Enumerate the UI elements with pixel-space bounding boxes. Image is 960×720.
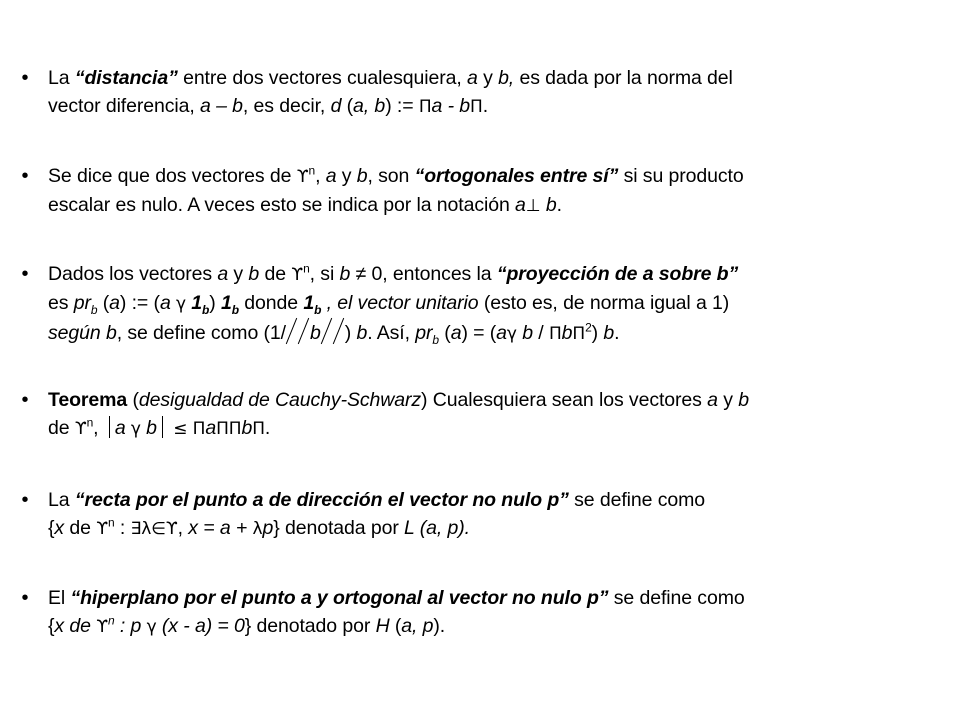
p3-t41: a	[496, 322, 507, 344]
p1-t10: , es decir,	[242, 95, 331, 117]
p2-t7: b	[356, 165, 368, 187]
p2-t1: Se dice que dos vectores de	[48, 165, 297, 187]
p6-rn-symbol: ϒ	[96, 617, 108, 637]
p4-t19: b	[241, 417, 253, 439]
p1-t6: b,	[498, 67, 515, 89]
p3-slash-right-1	[321, 318, 333, 344]
bullet-3: •	[21, 263, 29, 285]
paragraph-proyeccion	[48, 260, 908, 348]
p3-t40: ) = (	[461, 322, 497, 344]
p3-t47: Π	[572, 324, 586, 344]
p6-t14: a, p	[401, 615, 434, 637]
p1-t16: a - b	[431, 95, 471, 117]
p3-t24: b	[231, 302, 239, 317]
p5-t1: La	[48, 489, 75, 511]
p3-t29: (esto es, de norma igual a 1)	[478, 292, 730, 314]
p5-rn-symbol: ϒ	[96, 519, 108, 539]
p3-t1: Dados los vectores	[48, 263, 218, 285]
p3-t34: b	[356, 322, 368, 344]
p3-t2: a	[217, 263, 229, 285]
p4-t7: b	[738, 389, 749, 411]
p5-t13: λ	[252, 519, 263, 539]
p3-t8: , si	[309, 263, 340, 285]
bullet-6: •	[21, 587, 29, 609]
p2-perp-symbol: ⊥	[525, 196, 541, 216]
p3-t16: a	[109, 292, 120, 314]
p6-t15: ).	[433, 615, 446, 637]
p4-t4: ) Cualesquiera sean los vectores	[421, 389, 708, 411]
p3-t28: , el vector unitario	[321, 292, 479, 314]
p6-t1: El	[48, 587, 71, 609]
p2-t5: a	[325, 165, 337, 187]
p2-t14: b	[540, 194, 557, 216]
p4-t16: Π	[192, 419, 206, 439]
p2-term-ortogonales: “ortogonales entre sí”	[414, 165, 619, 187]
p6-t10: (x - a) = 0	[156, 615, 245, 637]
p1-t13: a, b	[353, 95, 386, 117]
p2-t4: ,	[315, 165, 326, 187]
p3-t39: a	[450, 322, 462, 344]
p5-t11: ,	[177, 517, 189, 539]
p3-t37: b	[432, 332, 439, 347]
p5-t14: p	[262, 517, 274, 539]
p1-t4: a	[467, 67, 478, 89]
p6-t5: x de	[54, 615, 97, 637]
p1-t3: entre dos vectores cualesquiera,	[177, 67, 468, 89]
bullet-4: •	[21, 389, 29, 411]
p3-t43: b	[516, 322, 533, 344]
p4-abs-open	[109, 416, 110, 438]
p3-t5: de	[259, 263, 292, 285]
p3-rn-symbol: ϒ	[291, 265, 304, 285]
p4-t8: de	[48, 417, 75, 439]
paragraph-distancia	[48, 64, 908, 121]
p6-term-hiperplano: “hiperplano por el punto a y ortogonal al vector no nulo p”	[70, 587, 609, 609]
paragraph-hiperplano	[48, 584, 908, 641]
p3-t51: .	[614, 322, 620, 344]
p1-t9: a – b	[200, 95, 243, 117]
p3-t21: b	[202, 302, 210, 317]
p4-t5: a	[707, 389, 718, 411]
p4-t6: y	[717, 389, 739, 411]
p3-t48: 2	[585, 320, 592, 335]
p3-t36: pr	[415, 322, 433, 344]
p3-t32: b	[309, 322, 321, 344]
p1-norm-open: Π	[418, 97, 432, 117]
p3-slash-right-2	[333, 318, 345, 344]
p2-t10: si su producto	[618, 165, 744, 187]
paragraph-ortogonales	[48, 162, 908, 220]
p2-t3: n	[308, 163, 316, 178]
p3-t23: 1	[220, 292, 232, 314]
bullet-1: •	[21, 67, 29, 89]
p2-t11: escalar es nulo. A veces esto se indica por la notación	[48, 194, 516, 216]
p4-abs-close	[162, 416, 163, 438]
p4-t12: a	[114, 417, 126, 439]
p4-rn-symbol: ϒ	[74, 419, 87, 439]
p3-t27: b	[314, 302, 322, 317]
p5-t10: ∃λ∈ϒ	[130, 519, 178, 539]
p1-t18: .	[482, 95, 489, 117]
p3-t35: . Así,	[367, 322, 416, 344]
p5-t16: L (a, p).	[404, 517, 470, 539]
p3-t42: γ	[506, 324, 517, 344]
p4-t21: .	[264, 417, 271, 439]
p6-t4: {	[48, 615, 55, 637]
p4-t11: ,	[93, 417, 104, 439]
p2-t15: .	[556, 194, 562, 216]
p3-t19: γ	[170, 294, 192, 314]
p4-t17: a	[205, 417, 217, 439]
p6-t11: } denotado por	[244, 615, 376, 637]
p4-t14: b	[146, 417, 157, 439]
p3-t3: y	[228, 263, 249, 285]
bullet-5: •	[21, 489, 29, 511]
p1-norm-close: Π	[470, 97, 483, 117]
p3-t25: donde	[238, 292, 304, 314]
p3-slash-left-2	[298, 318, 310, 344]
p3-t12: es	[48, 292, 74, 314]
p3-t20: 1	[191, 292, 203, 314]
paragraph-recta	[48, 486, 908, 543]
p5-t9: :	[114, 517, 131, 539]
p5-t6: de	[64, 517, 97, 539]
p3-t44: /	[532, 322, 549, 344]
p4-t18: ΠΠ	[216, 419, 242, 439]
p2-rn-symbol: ϒ	[296, 167, 309, 187]
p5-t12: x = a +	[188, 517, 253, 539]
p2-t12: a	[515, 194, 526, 216]
p3-t22: )	[209, 292, 221, 314]
p1-t11: d	[330, 95, 342, 117]
p3-t15: (	[97, 292, 110, 314]
paragraph-teorema	[48, 386, 908, 443]
p3-slash-left-1	[286, 318, 298, 344]
p1-t14: ) :=	[385, 95, 419, 117]
p3-term-proyeccion: “proyección de a sobre b”	[496, 263, 739, 285]
p3-t7: n	[303, 261, 310, 276]
p3-t30: según b	[48, 322, 117, 344]
p3-t45: Π	[548, 324, 562, 344]
p4-t15: ≤	[167, 419, 193, 439]
p1-t8: vector diferencia,	[48, 95, 201, 117]
p6-t7: n	[107, 613, 115, 628]
p1-t7: es dada por la norma del	[514, 67, 733, 89]
p1-t5: y	[477, 67, 499, 89]
p2-t8: , son	[367, 165, 415, 187]
p6-t3: se define como	[608, 587, 745, 609]
p4-t10: n	[86, 415, 94, 430]
p6-t9: γ	[146, 617, 157, 637]
p2-t6: y	[336, 165, 357, 187]
bullet-2: •	[21, 165, 29, 187]
p5-t15: } denotada por	[273, 517, 405, 539]
p3-t50: b	[603, 322, 615, 344]
p5-t3: se define como	[568, 489, 705, 511]
p6-t13: (	[389, 615, 402, 637]
p1-term-distancia: “distancia”	[74, 67, 178, 89]
p3-t13: pr	[73, 292, 91, 314]
p6-t8: : p	[114, 615, 147, 637]
p4-t20: Π	[252, 419, 265, 439]
p4-t2: (	[127, 389, 139, 411]
p3-t46: b	[561, 322, 573, 344]
p3-t38: (	[438, 322, 451, 344]
p3-t17: ) := (	[119, 292, 160, 314]
p5-t5: x	[54, 517, 65, 539]
p5-term-recta: “recta por el punto a de dirección el vector no nulo p”	[74, 489, 569, 511]
p3-t49: )	[591, 322, 604, 344]
p1-t12: (	[341, 95, 354, 117]
p5-t4: {	[48, 517, 55, 539]
p4-t13: γ	[125, 419, 147, 439]
p6-t12: H	[375, 615, 390, 637]
p3-t14: b	[90, 302, 98, 317]
p5-t8: n	[108, 515, 115, 530]
p3-t4: b	[248, 263, 260, 285]
p4-t3: desigualdad de Cauchy-Schwarz	[138, 389, 422, 411]
p1-t1: La	[48, 67, 75, 89]
p3-t26: 1	[303, 292, 315, 314]
p3-t31: , se define como (1/	[116, 322, 286, 344]
p3-t10: ≠ 0, entonces la	[350, 263, 497, 285]
p3-t9: b	[339, 263, 351, 285]
p3-t33: )	[344, 322, 357, 344]
p4-term-teorema: Teorema	[48, 389, 128, 411]
p3-t18: a	[159, 292, 171, 314]
